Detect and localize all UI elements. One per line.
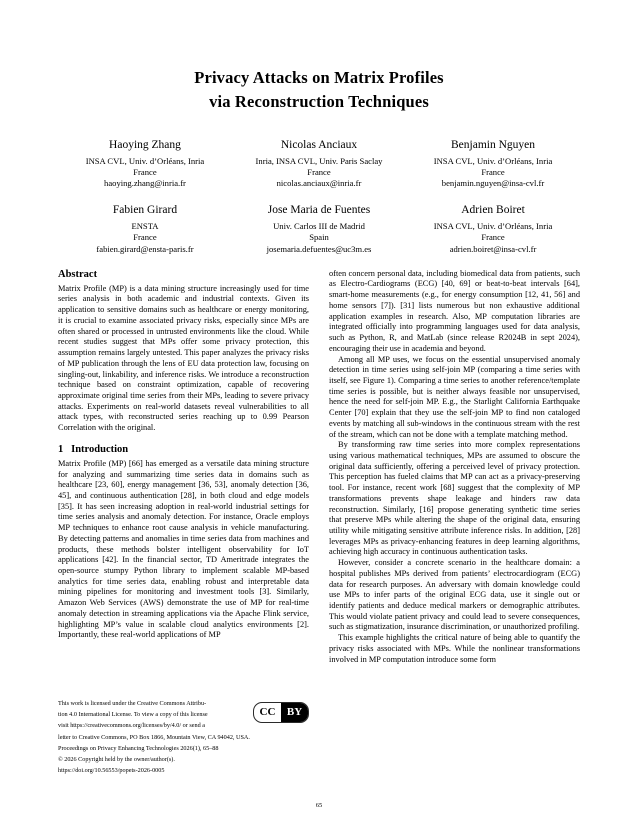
journal-citation: Proceedings on Privacy Enhancing Technologies 2026(1), 65–88 bbox=[58, 744, 219, 752]
abstract-text: Matrix Profile (MP) is a data mining structure increasingly used for time series analysis in both academic and industrial contexts. Given its application to sensitive domains such as healthcare or energy monitoring, it is crucial to examine associated privacy risks, especially since MPs are often shared or processed in untrusted environments like the cloud. While recent studies suggest that MPs offer some privacy protection, this assumption remains largely untested. This paper analyzes the privacy risks of MP publication through the lens of EU data protection law, focusing on singling-out, linkability, and inference risks. We introduce a reconstruction technique based on constraint optimization, capable of recovering approximate original time series from their MPs, leading to severe privacy attacks. Experiments on real-world datasets reveal vulnerabilities to all attack types, with reconstructed series reaching up to 0.99 Pearson Correlation with the original. bbox=[58, 283, 309, 433]
introduction-number: 1 bbox=[58, 443, 64, 455]
introduction-section bbox=[58, 444, 309, 641]
author-country: France bbox=[133, 166, 157, 177]
author-row bbox=[58, 203, 580, 254]
author-affiliation: INSA CVL, Univ. d’Orléans, Inria bbox=[433, 221, 553, 232]
body-columns bbox=[58, 269, 580, 666]
abstract-section bbox=[58, 269, 309, 434]
author-entry bbox=[58, 138, 232, 189]
introduction-title: Introduction bbox=[71, 443, 129, 455]
author-name: Haoying Zhang bbox=[109, 138, 181, 151]
body-paragraph: This example highlights the critical nature of being able to quantify the privacy risks associated with MPs. While the nonlinear transformations involved in MP computation introduce some form bbox=[329, 633, 580, 664]
license-line-2: tion 4.0 International License. To view a copy of this license bbox=[58, 711, 208, 719]
author-entry bbox=[406, 138, 580, 189]
introduction-paragraph: Matrix Profile (MP) [66] has emerged as a versatile data mining structure for analyzing and summarizing time series data in domains such as healthcare [23, 60], energy management [36, 53], anomaly detection [36, 45], and continuous authentication [28], in both cloud and edge models [35]. It has seen increasing adoption in real-world industrial settings for time series analysis and anomaly detection. For instance, Oracle employs MP techniques to enhance root cause analysis in vehicle manufacturing. By detecting patterns and anomalies in time series data from machines and products, these methods bolster intelligent observability for IoT applications [42]. In the financial sector, TD Ameritrade integrates the open-source stumpy Python library to implement scalable MP-based analytics for time series data, enabling robust and interpretable data mining pipelines for monitoring and investment tools [3]. Similarly, Amazon Web Services (AWS) demonstrate the use of MP for real-time anomaly detection in streaming applications via the Apache Flink service, highlighting MP’s value in scalable cloud analytics environments [2]. Importantly, these real-world applications of MP bbox=[58, 458, 309, 640]
by-icon: BY bbox=[281, 703, 308, 722]
author-affiliation: Univ. Carlos III de Madrid bbox=[273, 221, 365, 232]
author-name: Adrien Boiret bbox=[461, 204, 525, 217]
cc-icon: CC bbox=[259, 706, 276, 719]
author-entry bbox=[232, 203, 406, 254]
right-column bbox=[329, 269, 580, 666]
author-affiliation: Inria, INSA CVL, Univ. Paris Saclay bbox=[255, 155, 383, 166]
author-country: France bbox=[133, 232, 157, 243]
author-name: Jose Maria de Fuentes bbox=[267, 204, 371, 217]
author-email[interactable]: josemaria.defuentes@uc3m.es bbox=[266, 243, 372, 254]
author-country: France bbox=[481, 232, 505, 243]
author-affiliation: INSA CVL, Univ. d’Orléans, Inria bbox=[433, 155, 553, 166]
author-block bbox=[58, 138, 580, 255]
author-entry bbox=[406, 203, 580, 254]
left-column bbox=[58, 269, 309, 666]
author-name: Fabien Girard bbox=[112, 204, 178, 217]
author-affiliation: ENSTA bbox=[131, 221, 159, 232]
doi-link[interactable]: https://doi.org/10.56553/popets-2026-0005 bbox=[58, 767, 165, 775]
abstract-heading: Abstract bbox=[58, 268, 98, 280]
creative-commons-badge bbox=[253, 702, 309, 723]
author-name: Nicolas Anciaux bbox=[280, 138, 358, 151]
author-email[interactable]: benjamin.nguyen@insa-cvl.fr bbox=[441, 178, 545, 189]
footer-license-block bbox=[58, 700, 309, 775]
author-affiliation: INSA CVL, Univ. d’Orléans, Inria bbox=[85, 155, 205, 166]
author-country: Spain bbox=[309, 232, 329, 243]
author-email[interactable]: adrien.boiret@insa-cvl.fr bbox=[449, 243, 537, 254]
page-title bbox=[58, 66, 580, 114]
author-country: France bbox=[481, 166, 505, 177]
title-line-1: Privacy Attacks on Matrix Profiles bbox=[194, 68, 444, 87]
license-line-4: letter to Creative Commons, PO Box 1866, Mountain View, CA 94042, USA. bbox=[58, 733, 250, 741]
author-email[interactable]: fabien.girard@ensta-paris.fr bbox=[96, 243, 194, 254]
body-paragraph: Among all MP uses, we focus on the essential unsupervised anomaly detection in time series using self-join MP (comparing a time series with itself, see Figure 1). Comparing a time series to another reference/template time series is possible, but is neither always feasible nor unsupervised, hence the need for self-join MP. E.g., the Starlight California Earthquake Center [70] explain that they use the self-join MP to find non cataloged events by matching all sub-windows in the continuous stream with the rest of the stream, which can not be done with a template matching method. bbox=[329, 354, 580, 439]
paper-content bbox=[58, 66, 580, 665]
page-number: 65 bbox=[315, 802, 323, 809]
author-entry bbox=[58, 203, 232, 254]
author-email[interactable]: nicolas.anciaux@inria.fr bbox=[276, 178, 362, 189]
author-entry bbox=[232, 138, 406, 189]
author-row bbox=[58, 138, 580, 189]
body-paragraph: often concern personal data, including biomedical data from patients, such as Electro-Cardiograms (ECG) [40, 69] or beat-to-beat intervals [64], smart-home measurements (e.g., for energy consumption [12, 41, 56] and home sensors [7]). [31] lists numerous but non exhaustive additional application examples in research. Also, MP computation libraries are integrated officially into programming languages used for data analysis, such as Python, R, and MatLab (since release R2024B in sept 2024), encouraging their use in academia and beyond. bbox=[329, 268, 580, 353]
copyright-line: © 2026 Copyright held by the owner/author(s). bbox=[58, 755, 175, 763]
license-line-1: This work is licensed under the Creative Commons Attribu- bbox=[58, 700, 207, 707]
title-line-2: via Reconstruction Techniques bbox=[209, 91, 429, 111]
author-email[interactable]: haoying.zhang@inria.fr bbox=[104, 178, 186, 189]
body-paragraph: By transforming raw time series into more complex representations using various mathematical techniques, MPs are assumed to obscure the original data sufficiently, offering a perceived level of privacy protection. This perception has fueled claims that MP can act as a privacy-preserving tool. For instance, recent work [68] suggest that the complexity of MP transformations prevents shape leakage and hinders raw data reconstruction. Similarly, [16] propose generating synthetic time series that preserve MPs while altering the shape of the original data, ensuring utility while mitigating sensitive attribute inference risks. In addition, [28] leverages MPs as privacy-enhancing features in deep learning algorithms, achieving high accuracy in continuous authentication tasks. bbox=[329, 440, 580, 557]
introduction-heading bbox=[58, 444, 309, 455]
license-line-3: visit https://creativecommons.org/licenses/by/4.0/ or send a bbox=[58, 722, 205, 730]
author-country: France bbox=[307, 166, 331, 177]
author-name: Benjamin Nguyen bbox=[451, 138, 536, 151]
body-paragraph: However, consider a concrete scenario in the healthcare domain: a hospital publishes MPs derived from patients’ electrocardiogram (ECG) data for research purposes. An adversary with domain knowledge could use MPs to infer parts of the original ECG data, use it single out or identify patients and deduce medical markers or demographic attributes. This would violate patient privacy and could lead to severe consequences, such as stigmatization, insurance discrimination, or unauthorized profiling. bbox=[329, 558, 580, 632]
